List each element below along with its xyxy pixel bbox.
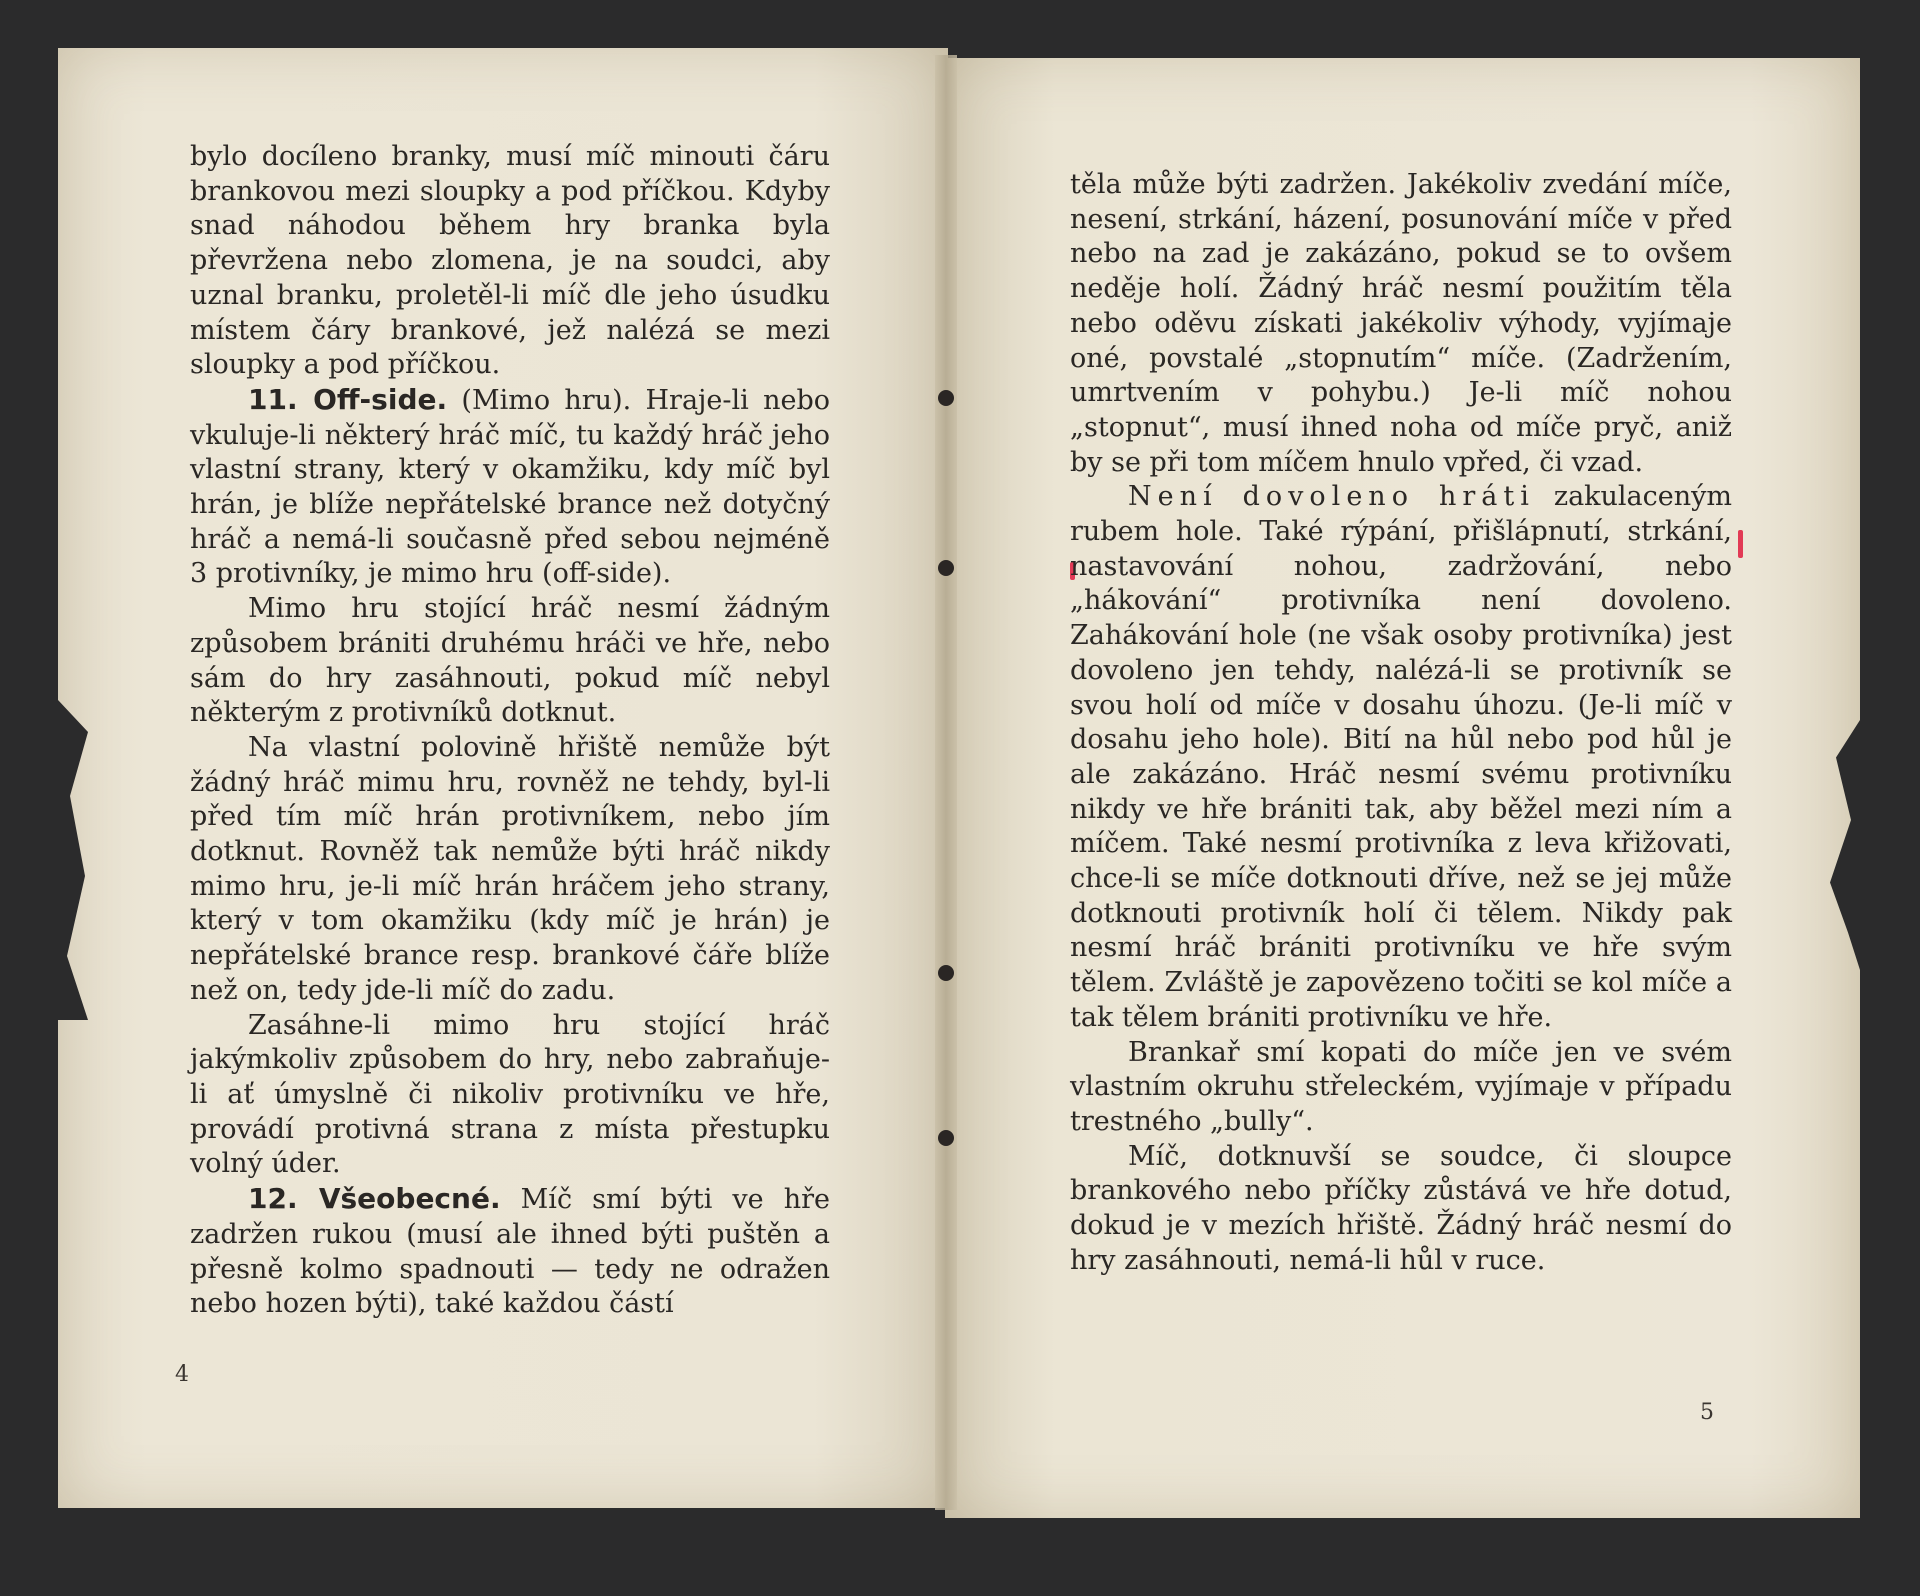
stitch-hole — [938, 1130, 954, 1146]
section-heading: 12. Všeobecné. — [248, 1182, 501, 1216]
page-number: 4 — [175, 1362, 189, 1387]
paragraph: Míč, dotknuvší se soudce, či sloupce brankového nebo příčky zůstává ve hře dotud, dokud je v mezích hřiště. Žádný hráč nesmí do hry zasáhnouti, nemá-li hůl v ruce. — [1070, 1140, 1732, 1276]
left-page-text — [190, 140, 830, 1322]
book-gutter — [935, 55, 957, 1510]
stitch-hole — [938, 965, 954, 981]
paragraph-section-12 — [190, 1182, 830, 1322]
section-text: (Mimo hru). Hraje-li nebo vkuluje-li některý hráč míč, tu každý hráč jeho vlastní strany, který v okamžiku, kdy míč byl hrán, je blíže nepřátelské brance než dotyčný hráč a nemá-li současně před sebou nejméně 3 protivníky, je mimo hru (off-side). — [190, 384, 830, 590]
stitch-hole — [938, 390, 954, 406]
paragraph: Na vlastní polovině hřiště nemůže být žádný hráč mimu hru, rovněž ne tehdy, byl-li před tím míč hrán protivníkem, nebo jím dotknut. Rovněž tak nemůže býti hráč nikdy mimo hru, je-li míč hrán hráčem jeho strany, který v tom okamžiku (kdy míč je hrán) je nepřátelské brance resp. brankové čáře blíže než on, tedy jde-li míč do zadu. — [190, 731, 830, 1006]
spaced-text: Není dovoleno hráti — [1128, 481, 1535, 513]
paragraph: bylo docíleno branky, musí míč minouti čáru brankovou mezi sloupky a pod příčkou. Kdyby snad náhodou během hry branka byla převržena nebo zlomena, je na soudci, aby uznal branku, proletěl-li míč dle jeho úsudku místem čáry brankové, jež nalézá se mezi sloupky a pod příčkou. — [190, 141, 830, 381]
paragraph: Zasáhne-li mimo hru stojící hráč jakýmkoliv způsobem do hry, nebo zabraňuje-li ať úmyslně či nikoliv protivníku ve hře, provádí protivná strana z místa přestupku volný úder. — [190, 1009, 830, 1180]
right-page-text — [1070, 168, 1732, 1279]
stitch-hole — [938, 560, 954, 576]
paragraph: Brankař smí kopati do míče jen ve svém vlastním okruhu střeleckém, vyjímaje v případu trestného „bully“. — [1070, 1036, 1732, 1137]
paragraph-text: zakulaceným rubem hole. Také rýpání, přišlápnutí, strkání, nastavování nohou, zadržování, nebo „hákování“ protivníka není dovoleno. Zahákování hole (ne však osoby protivníka) jest dovoleno jen tehdy, nalézá-li se protivník se svou holí od míče v dosahu úhozu. (Je-li míč v dosahu jeho hole). Bití na hůl nebo pod hůl je ale zakázáno. Hráč nesmí svému protivníku nikdy ve hře brániti tak, aby běžel mezi ním a míčem. Také nesmí protivníka z leva křižovati, chce-li se míče dotknouti dříve, než se jej může dotknouti protivník holí či tělem. Nikdy pak nesmí hráč brániti protivníku ve hře svým tělem. Zvláště je zapovězeno točiti se kol míče a tak tělem brániti protivníku ve hře. — [1070, 481, 1733, 1033]
paragraph: těla může býti zadržen. Jakékoliv zvedání míče, nesení, strkání, házení, posunování míče v před nebo na zad je zakázáno, pokud se to ovšem neděje holí. Žádný hráč nesmí použitím těla nebo oděvu získati jakékoliv výhody, vyjímaje oné, povstalé „stopnutím“ míče. (Zadržením, umrtvením v pohybu.) Je-li míč nohou „stopnut“, musí ihned noha od míče pryč, aniž by se při tom míčem hnulo vpřed, či vzad. — [1070, 169, 1732, 478]
paragraph-section-11 — [190, 383, 830, 592]
paragraph: Mimo hru stojící hráč nesmí žádným způsobem brániti druhému hráči ve hře, nebo sám do hry zasáhnouti, pokud míč nebyl některým z protivníků dotknut. — [190, 593, 830, 729]
red-margin-mark — [1738, 530, 1743, 558]
section-heading: 11. Off-side. — [248, 382, 448, 416]
page-number: 5 — [1700, 1400, 1714, 1425]
section-text: Míč smí býti ve hře zadržen rukou (musí ale ihned býti puštěn a přesně kolmo spadnouti — tedy ne odražen nebo hozen býti), také každou částí — [190, 1184, 830, 1320]
paragraph — [1070, 480, 1732, 1035]
